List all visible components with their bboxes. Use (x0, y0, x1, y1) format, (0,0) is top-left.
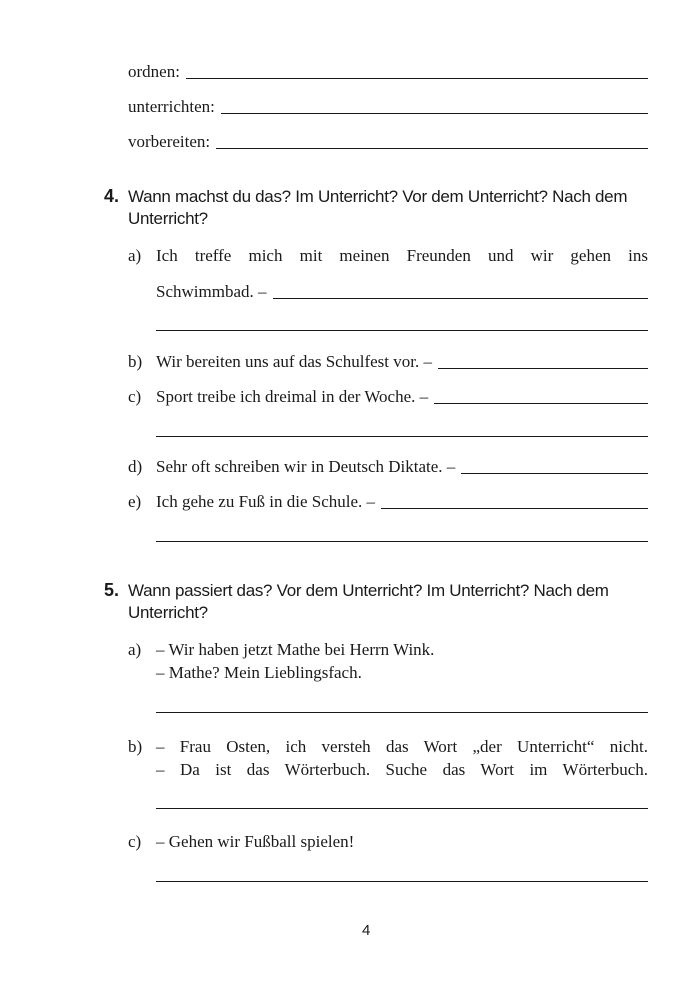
item-label: a) (128, 246, 142, 265)
item-5a-line1: – Wir haben jetzt Mathe bei Herrn Wink. (156, 640, 435, 659)
verb-row-ordnen (128, 62, 648, 82)
item-4c-row (156, 387, 648, 407)
item-label: c) (128, 832, 142, 851)
item-label: a) (128, 640, 142, 659)
verb-row-unterrichten (128, 97, 648, 117)
item-5a-line2: – Mathe? Mein Lieblingsfach. (156, 663, 362, 682)
item-4b-text: Wir bereiten uns auf das Schulfest vor. – (156, 352, 432, 371)
item-4a-line1: Ich treffe mich mit meinen Freunden und wir gehen ins (156, 246, 648, 265)
item-label: c) (128, 387, 142, 406)
item-5b-line2: – Da ist das Wörterbuch. Suche das Wort im Wörterbuch. (156, 760, 648, 779)
answer-line[interactable] (156, 330, 648, 331)
item-4c-text: Sport treibe ich dreimal in der Woche. – (156, 387, 429, 406)
answer-line[interactable] (156, 436, 648, 437)
exercise-4-number: 4. (104, 186, 120, 206)
item-label: b) (128, 737, 143, 756)
item-5b-line1: – Frau Osten, ich versteh das Wort „der Unterricht“ nicht. (156, 737, 648, 756)
item-label: d) (128, 457, 143, 476)
verb-label: unterrichten: (128, 97, 215, 116)
answer-line[interactable] (381, 508, 648, 509)
page-number: 4 (362, 922, 371, 939)
answer-line[interactable] (186, 78, 648, 79)
answer-line[interactable] (156, 541, 648, 542)
item-label: e) (128, 492, 142, 511)
item-4a-line2-row (156, 282, 648, 302)
answer-line[interactable] (434, 403, 648, 404)
answer-line[interactable] (461, 473, 648, 474)
item-4d-text: Sehr oft schreiben wir in Deutsch Diktate. – (156, 457, 456, 476)
verb-label: ordnen: (128, 62, 180, 81)
item-4d-row (156, 457, 648, 477)
item-label: b) (128, 352, 143, 371)
exercise-4-heading: Wann machst du das? Im Unterricht? Vor dem Unterricht? Nach dem Unterricht? (128, 187, 628, 228)
answer-line[interactable] (156, 881, 648, 882)
answer-line[interactable] (221, 113, 648, 114)
exercise-5-number: 5. (104, 580, 120, 600)
answer-line[interactable] (438, 368, 648, 369)
verb-row-vorbereiten (128, 132, 648, 152)
item-4e-row (156, 492, 648, 512)
item-4b-row (156, 352, 648, 372)
answer-line[interactable] (156, 712, 648, 713)
exercise-5-heading: Wann passiert das? Vor dem Unterricht? Im Unterricht? Nach dem Unterricht? (128, 581, 609, 622)
item-4a-line2: Schwimmbad. – (156, 282, 267, 301)
answer-line[interactable] (273, 298, 649, 299)
answer-line[interactable] (216, 148, 648, 149)
item-5c-line1: – Gehen wir Fußball spielen! (156, 832, 355, 851)
item-4e-text: Ich gehe zu Fuß in die Schule. – (156, 492, 376, 511)
verb-label: vorbereiten: (128, 132, 211, 151)
answer-line[interactable] (156, 808, 648, 809)
